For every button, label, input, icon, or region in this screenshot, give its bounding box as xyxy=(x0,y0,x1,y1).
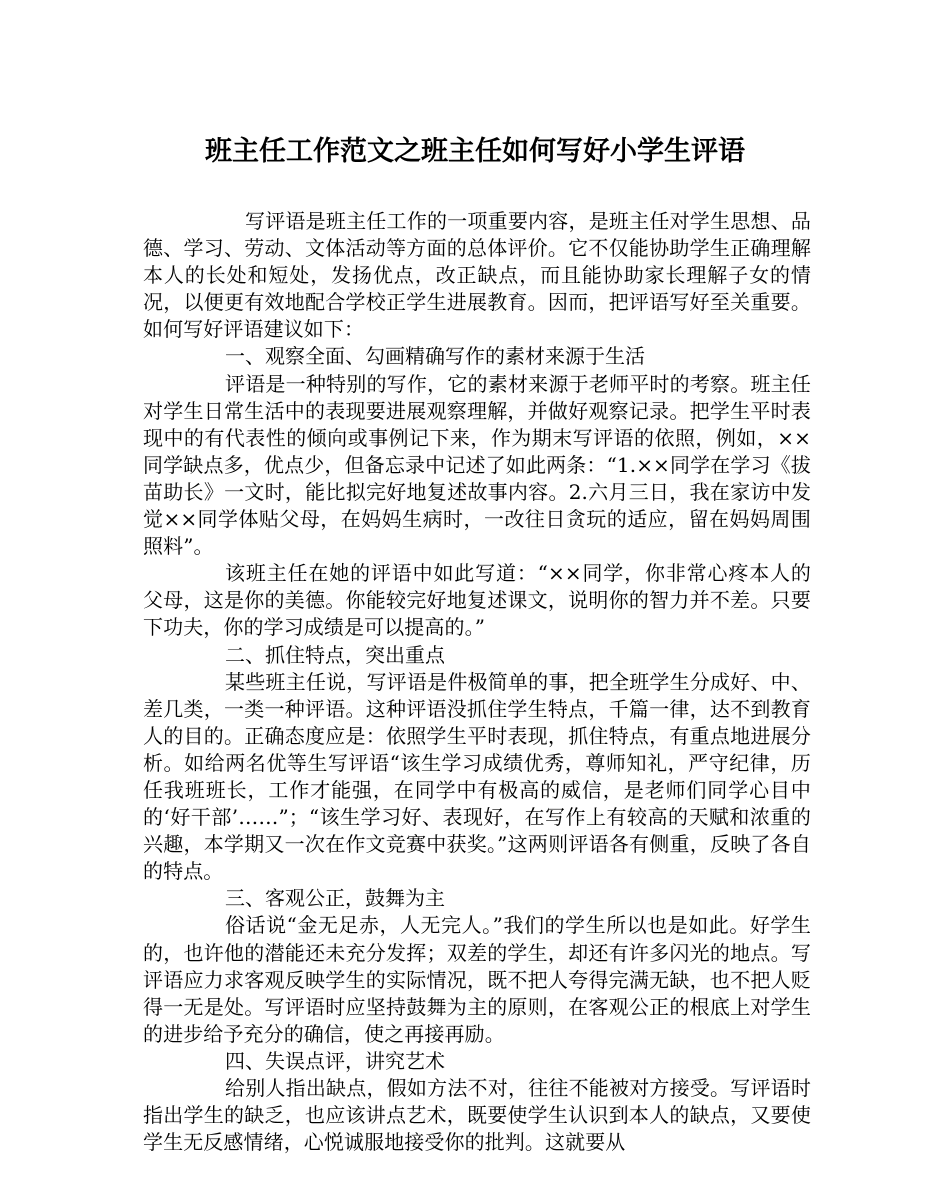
paragraph-intro: 写评语是班主任工作的一项重要内容，是班主任对学生思想、品德、学习、劳动、文体活动等方面的总体评价。它不仅能协助学生正确理解本人的长处和短处，发扬优点，改正缺点，而且能协助家长理解子女的情况，以便更有效地配合学校正学生进展教育。因而，把评语写好至关重要。如何写好评语建议如下： xyxy=(143,209,811,342)
paragraph: 评语是一种特别的写作，它的素材来源于老师平时的考察。班主任对学生日常生活中的表现要进展观察理解，并做好观察记录。把学生平时表现中的有代表性的倾向或事例记下来，作为期末写评语的依照，例如，××同学缺点多，优点少，但备忘录中记述了如此两条：“1.××同学在学习《拔苗助长》一文时，能比拟完好地复述故事内容。2.六月三日，我在家访中发觉××同学体贴父母，在妈妈生病时，一改往日贪玩的适应，留在妈妈周围照料”。 xyxy=(143,371,811,559)
section-heading-2: 二、抓住特点，突出重点 xyxy=(225,642,445,667)
section-heading-4: 四、失误点评，讲究艺术 xyxy=(225,1048,445,1073)
document-body xyxy=(143,208,811,1156)
paragraph: 该班主任在她的评语中如此写道：“××同学，你非常心疼本人的父母，这是你的美德。你能较完好地复述课文，说明你的智力并不差。只要下功夫，你的学习成绩是可以提高的。” xyxy=(143,561,811,640)
section-heading-1: 一、观察全面、勾画精确写作的素材来源于生活 xyxy=(225,344,645,369)
document-title: 班主任工作范文之班主任如何写好小学生评语 xyxy=(205,136,745,167)
paragraph: 俗话说“金无足赤，人无完人。”我们的学生所以也是如此。好学生的，也许他的潜能还未充分发挥；双差的学生，却还有许多闪光的地点。写评语应力求客观反映学生的实际情况，既不把人夸得完满无缺，也不把人贬得一无是处。写评语时应坚持鼓舞为主的原则，在客观公正的根底上对学生的进步给予充分的确信，使之再接再励。 xyxy=(143,913,811,1046)
paragraph: 某些班主任说，写评语是件极简单的事，把全班学生分成好、中、差几类，一类一种评语。这种评语没抓住学生特点，千篇一律，达不到教育人的目的。正确态度应是：依照学生平时表现，抓住特点，有重点地进展分析。如给两名优等生写评语“该生学习成绩优秀，尊师知礼，严守纪律，历任我班班长，工作才能强，在同学中有极高的威信，是老师们同学心目中的‘好干部’……”；“该生学习好、表现好，在写作上有较高的天赋和浓重的兴趣，本学期又一次在作文竞赛中获奖。”这两则评语各有侧重，反映了各自的特点。 xyxy=(143,669,811,884)
section-heading-3: 三、客观公正，鼓舞为主 xyxy=(225,886,445,911)
paragraph: 给别人指出缺点，假如方法不对，往往不能被对方接受。写评语时指出学生的缺乏，也应该讲点艺术，既要使学生认识到本人的缺点，又要使学生无反感情绪，心悦诚服地接受你的批判。这就要从 xyxy=(143,1076,811,1155)
